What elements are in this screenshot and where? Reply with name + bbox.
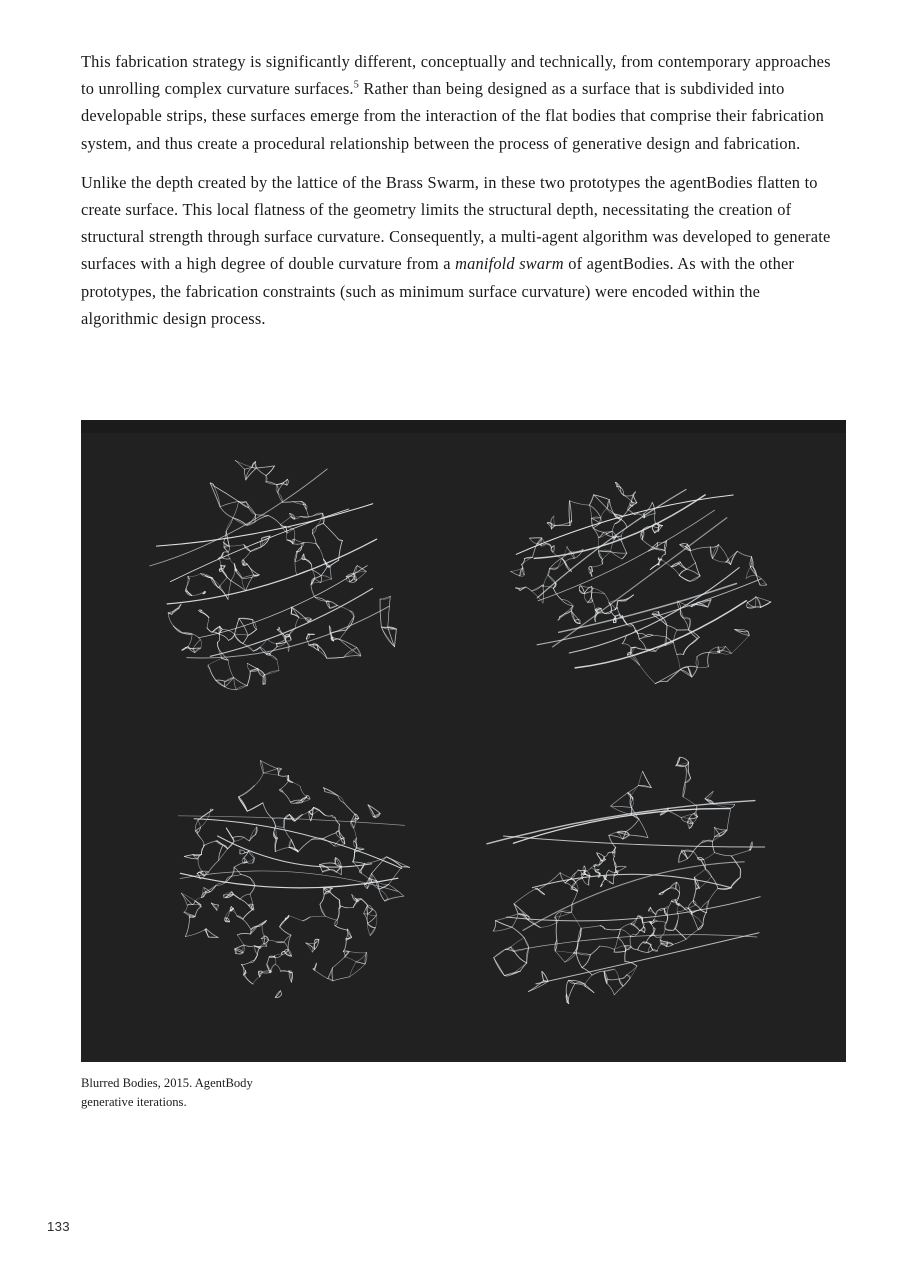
body-text-block	[81, 48, 833, 332]
footnote-marker: 5	[353, 79, 359, 91]
agentbody-iteration-bottom-left	[178, 761, 409, 998]
agentbody-iteration-top-left	[150, 460, 397, 690]
caption-line-2: generative iterations.	[81, 1095, 187, 1110]
agentbody-mesh-artwork	[81, 420, 846, 1062]
emphasis-text: manifold swarm	[455, 254, 564, 274]
figure-agentbody-generative-iterations	[81, 420, 846, 1062]
agentbody-iteration-top-right	[511, 482, 771, 683]
caption-line-1: Blurred Bodies, 2015. AgentBody	[81, 1076, 253, 1090]
figure-caption	[81, 1074, 501, 1113]
page-number: 133	[47, 1219, 70, 1234]
paragraph-1: This fabrication strategy is significantly different, conceptually and technically, from contemporary approaches to unrolling complex curvature surfaces.$^5$ Rather than being designed as a surface that is subdivided into developable strips, these surfaces emerge from the interaction of the flat bodies that comprise their fabrication system, and thus create a procedural relationship between the process of generative design and fabrication.	[81, 52, 831, 153]
agentbody-iteration-bottom-right	[487, 757, 765, 1003]
paragraph-2: Unlike the depth created by the lattice of the Brass Swarm, in these two prototypes the agentBodies flatten to create surface. This local flatness of the geometry limits the structural depth, necessitating the creation of structural strength through surface curvature. Consequently, a multi-agent algorithm was developed to generate surfaces with a high degree of double curvature from a manifold swarm of agentBodies. As with the other prototypes, the fabrication constraints (such as minimum surface curvature) were encoded within the algorithmic design process.	[81, 172, 831, 328]
